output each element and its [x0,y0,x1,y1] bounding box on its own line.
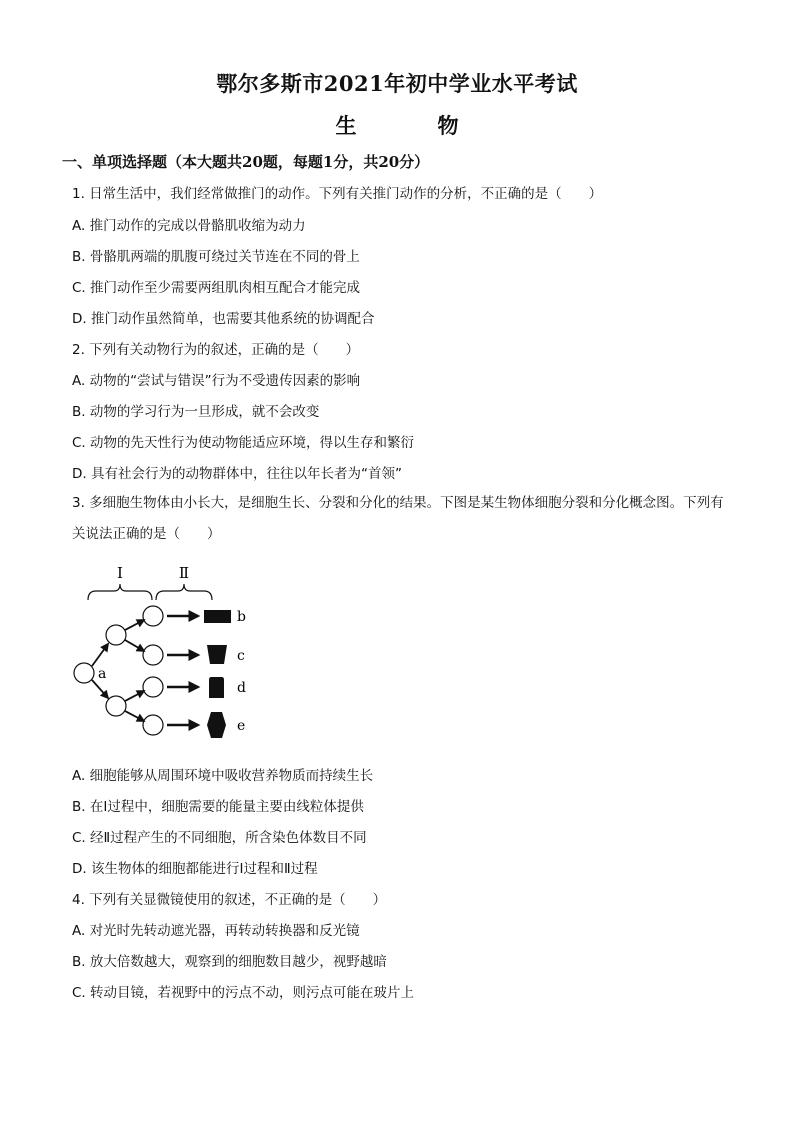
cell-level2-3 [143,677,163,697]
question-1-option-b: B. 骨骼肌两端的肌腹可绕过关节连在不同的骨上 [72,249,360,265]
question-2-stem: 2. 下列有关动物行为的叙述，正确的是（ ） [72,342,360,358]
brace-ii [156,584,212,600]
cell-level1-top [106,625,126,645]
cell-division-differentiation-diagram [70,560,270,750]
question-1-stem: 1. 日常生活中，我们经常做推门的动作。下列有关推门动作的分析，不正确的是（ ） [72,186,603,202]
cell-b-shape [204,610,231,623]
cell-d-shape [209,677,224,698]
cell-e-shape [207,712,226,738]
question-1-option-a: A. 推门动作的完成以骨骼肌收缩为动力 [72,218,306,234]
question-2-option-c: C. 动物的先天性行为使动物能适应环境，得以生存和繁衍 [72,435,415,451]
question-4-option-b: B. 放大倍数越大，观察到的细胞数目越少，视野越暗 [72,954,387,970]
question-3-option-c: C. 经Ⅱ过程产生的不同细胞，所含染色体数目不同 [72,830,367,846]
label-ii: Ⅱ [178,564,190,582]
question-3-option-d: D. 该生物体的细胞都能进行Ⅰ过程和Ⅱ过程 [72,861,318,877]
cell-level1-bottom [106,696,126,716]
section-heading: 一、单项选择题（本大题共20题，每题1分，共20分） [62,153,430,171]
brace-i [88,584,152,600]
question-2-option-d: D. 具有社会行为的动物群体中，往往以年长者为“首领” [72,466,402,482]
cell-level2-4 [143,715,163,735]
question-2-option-a: A. 动物的“尝试与错误”行为不受遗传因素的影响 [72,373,361,389]
exam-title: 鄂尔多斯市2021年初中学业水平考试 [216,71,578,96]
cell-c-shape [207,645,227,664]
question-4-option-a: A. 对光时先转动遮光器，再转动转换器和反光镜 [72,923,360,939]
label-d: d [237,680,246,696]
question-4-option-c: C. 转动目镜，若视野中的污点不动，则污点可能在玻片上 [72,985,415,1001]
question-3-stem: 3. 多细胞生物体由小长大，是细胞生长、分裂和分化的结果。下图是某生物体细胞分裂和分化概念图。下列有关说法正确的是（ ） [72,495,724,542]
label-i: Ⅰ [117,564,123,582]
arrow-root-to-bottom [92,680,108,698]
question-2-option-b: B. 动物的学习行为一旦形成，就不会改变 [72,404,320,420]
arrow-bottom-to-4 [125,711,144,721]
arrow-bottom-to-3 [125,691,144,701]
arrow-root-to-top [92,644,108,666]
question-4-stem: 4. 下列有关显微镜使用的叙述，不正确的是（ ） [72,892,387,908]
cell-root [74,663,94,683]
cell-level2-2 [143,645,163,665]
question-3-option-b: B. 在Ⅰ过程中，细胞需要的能量主要由线粒体提供 [72,799,364,815]
label-a: a [98,666,107,682]
cell-level2-1 [143,606,163,626]
subject-title: 生 物 [335,113,489,138]
arrow-top-to-2 [125,640,144,651]
question-1-option-d: D. 推门动作虽然简单，也需要其他系统的协调配合 [72,311,375,327]
label-e: e [237,718,246,734]
question-1-option-c: C. 推门动作至少需要两组肌肉相互配合才能完成 [72,280,361,296]
arrow-top-to-1 [125,620,144,630]
label-b: b [237,609,246,625]
label-c: c [237,648,245,664]
question-3-option-a: A. 细胞能够从周围环境中吸收营养物质而持续生长 [72,768,374,784]
